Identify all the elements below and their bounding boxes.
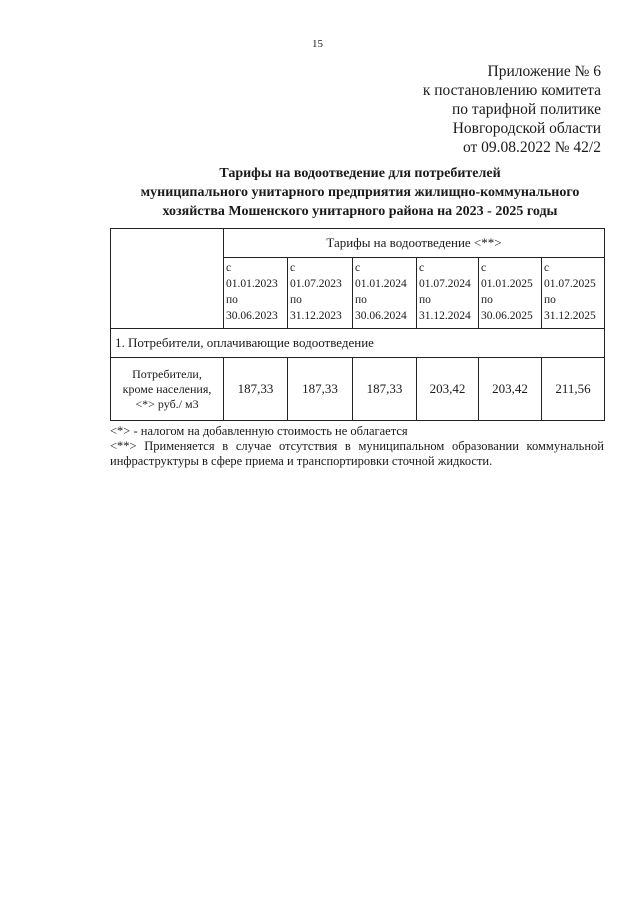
appendix-line: по тарифной политике	[451, 101, 601, 118]
tariff-value: 187,33	[353, 358, 417, 421]
document-title	[80, 164, 635, 221]
footnotes	[110, 424, 604, 469]
tariff-header: Тарифы на водоотведение <**>	[224, 229, 605, 258]
tariff-value: 187,33	[288, 358, 353, 421]
footnote-applicability: <**> Применяется в случае отсутствия в муниципальном образовании коммунальной	[110, 439, 604, 453]
appendix-line: от 09.08.2022 № 42/2	[462, 139, 601, 156]
title-line: муниципального унитарного предприятия жилищно-коммунального	[140, 185, 580, 200]
title-line: хозяйства Мошенского унитарного района на 2023 - 2025 годы	[162, 204, 558, 219]
header-empty-cell	[111, 229, 224, 329]
section-title: 1. Потребители, оплачивающие водоотведение	[111, 329, 605, 358]
table-header-row	[111, 229, 605, 258]
title-line: Тарифы на водоотведение для потребителей	[219, 166, 501, 181]
page-number: 15	[312, 38, 323, 50]
tariff-value: 203,42	[479, 358, 542, 421]
appendix-line: Приложение № 6	[487, 63, 601, 80]
tariff-value: 203,42	[417, 358, 479, 421]
period-cell: с 01.01.2024 по 30.06.2024	[353, 258, 417, 329]
period-cell: с 01.07.2025 по 31.12.2025	[542, 258, 605, 329]
period-cell: с 01.07.2023 по 31.12.2023	[288, 258, 353, 329]
appendix-block	[423, 62, 601, 157]
appendix-line: Новгородской области	[452, 120, 601, 137]
period-cell: с 01.01.2025 по 30.06.2025	[479, 258, 542, 329]
appendix-line: к постановлению комитета	[422, 82, 601, 99]
footnote-applicability-cont: инфраструктуры в сфере приема и транспортировки сточной жидкости.	[110, 454, 493, 468]
tariff-table	[110, 228, 605, 421]
consumer-label: Потребители, кроме населения, <*> руб./ м3	[111, 358, 224, 421]
section-row	[111, 329, 605, 358]
period-cell: с 01.01.2023 по 30.06.2023	[224, 258, 288, 329]
footnote-vat: <*> - налогом на добавленную стоимость не облагается	[110, 424, 408, 438]
period-cell: с 01.07.2024 по 31.12.2024	[417, 258, 479, 329]
tariff-value: 187,33	[224, 358, 288, 421]
table-row	[111, 358, 605, 421]
tariff-value: 211,56	[542, 358, 605, 421]
